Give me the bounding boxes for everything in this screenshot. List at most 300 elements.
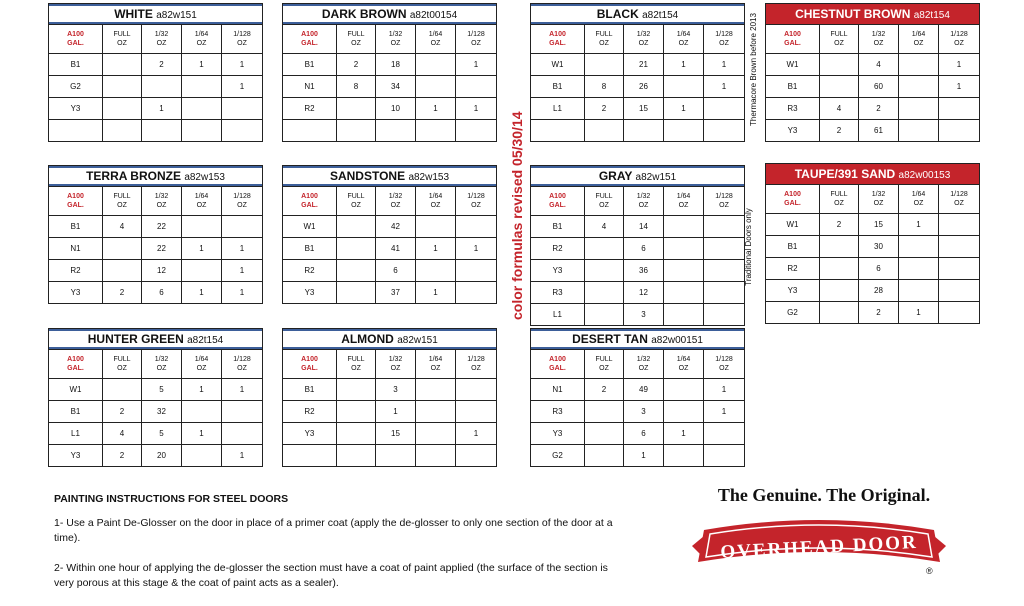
amount-cell — [585, 445, 624, 466]
amount-cell — [416, 445, 456, 466]
amount-cell: 1 — [416, 238, 456, 259]
amount-cell — [416, 54, 456, 75]
amount-cell — [585, 304, 624, 325]
amount-cell: 1 — [182, 238, 222, 259]
column-header: 1/64 OZ — [416, 350, 456, 378]
colorant-code: W1 — [766, 214, 820, 235]
amount-cell — [704, 423, 744, 444]
amount-cell — [337, 445, 376, 466]
amount-cell — [820, 258, 859, 279]
column-header: 1/32 OZ — [142, 350, 182, 378]
column-header: 1/32 OZ — [624, 187, 664, 215]
table-row — [49, 120, 262, 141]
table-title — [49, 329, 262, 350]
amount-cell: 22 — [142, 238, 182, 259]
table-row — [531, 76, 744, 98]
amount-cell — [222, 120, 262, 141]
amount-cell — [624, 120, 664, 141]
column-header: 1/32 OZ — [859, 185, 899, 213]
colorant-code: R3 — [531, 282, 585, 303]
column-header: FULL OZ — [337, 187, 376, 215]
amount-cell — [899, 280, 939, 301]
colorant-code: B1 — [766, 76, 820, 97]
color-code: a82t154 — [913, 10, 950, 21]
colorant-code: N1 — [283, 76, 337, 97]
amount-cell — [704, 304, 744, 325]
column-header: 1/128 OZ — [715, 31, 733, 47]
amount-cell: 3 — [624, 401, 664, 422]
table-title — [49, 166, 262, 187]
amount-cell — [820, 54, 859, 75]
color-code: a82w00153 — [898, 170, 951, 181]
table-row — [283, 76, 496, 98]
amount-cell: 28 — [859, 280, 899, 301]
formula-table-terra-bronze — [48, 165, 263, 304]
table-row — [283, 216, 496, 238]
amount-cell: 1 — [473, 60, 479, 69]
amount-cell — [664, 120, 704, 141]
column-header: A100 GAL. — [283, 25, 337, 53]
amount-cell: 49 — [624, 379, 664, 400]
column-header: 1/128 OZ — [950, 31, 968, 47]
amount-cell — [704, 282, 744, 303]
registered-mark: ® — [926, 566, 933, 576]
table-row — [531, 304, 744, 325]
table-row — [49, 423, 262, 445]
table-row — [531, 423, 744, 445]
color-name: DARK BROWN — [321, 7, 407, 21]
amount-cell — [182, 401, 222, 422]
colorant-code: N1 — [531, 379, 585, 400]
amount-cell: 1 — [956, 82, 962, 91]
amount-cell — [704, 445, 744, 466]
amount-cell — [820, 236, 859, 257]
amount-cell: 1 — [239, 451, 245, 460]
column-header: A100 GAL. — [766, 185, 820, 213]
colorant-code: B1 — [283, 379, 337, 400]
column-header: FULL OZ — [585, 187, 624, 215]
table-row — [283, 238, 496, 260]
column-headers — [283, 187, 496, 216]
amount-cell: 30 — [859, 236, 899, 257]
amount-cell: 8 — [337, 76, 376, 97]
column-header: 1/64 OZ — [182, 187, 222, 215]
column-header: FULL OZ — [103, 25, 142, 53]
painting-instructions — [54, 492, 614, 606]
column-header: FULL OZ — [103, 350, 142, 378]
colorant-code — [283, 445, 337, 466]
formula-table-white — [48, 3, 263, 142]
amount-cell — [664, 401, 704, 422]
amount-cell — [337, 98, 376, 119]
amount-cell — [376, 120, 416, 141]
column-header: A100 GAL. — [531, 350, 585, 378]
column-header: A100 GAL. — [49, 25, 103, 53]
colorant-code: R2 — [283, 401, 337, 422]
amount-cell — [103, 54, 142, 75]
amount-cell — [222, 98, 262, 119]
amount-cell: 6 — [624, 423, 664, 444]
table-title — [283, 4, 496, 25]
amount-cell: 2 — [103, 445, 142, 466]
amount-cell — [585, 120, 624, 141]
instruction-step-2: 2- Within one hour of applying the de-glosser the section must have a coat of paint applied (the surface of the section is very porous at this stage & the coat of paint acts as a sealer). — [54, 562, 608, 589]
amount-cell — [416, 216, 456, 237]
column-header: A100 GAL. — [49, 350, 103, 378]
amount-cell: 1 — [721, 385, 727, 394]
column-header: 1/64 OZ — [664, 187, 704, 215]
column-headers — [531, 25, 744, 54]
table-row — [283, 401, 496, 423]
color-name: ALMOND — [341, 332, 394, 346]
table-row — [49, 216, 262, 238]
amount-cell — [820, 280, 859, 301]
column-header: 1/64 OZ — [664, 25, 704, 53]
amount-cell: 4 — [103, 423, 142, 444]
amount-cell: 2 — [103, 282, 142, 303]
amount-cell — [337, 216, 376, 237]
amount-cell: 1 — [376, 401, 416, 422]
colorant-code: R3 — [531, 401, 585, 422]
colorant-code: W1 — [49, 379, 103, 400]
amount-cell: 1 — [239, 60, 245, 69]
column-header: 1/64 OZ — [899, 185, 939, 213]
table-row — [531, 282, 744, 304]
color-name: HUNTER GREEN — [87, 332, 184, 346]
colorant-code: R2 — [283, 98, 337, 119]
colorant-code: R2 — [49, 260, 103, 281]
amount-cell — [456, 401, 496, 422]
overhead-door-logo — [690, 512, 948, 578]
formula-table-sandstone — [282, 165, 497, 304]
amount-cell: 6 — [859, 258, 899, 279]
amount-cell: 1 — [721, 407, 727, 416]
colorant-code — [49, 120, 103, 141]
amount-cell: 1 — [956, 60, 962, 69]
colorant-code: G2 — [766, 302, 820, 323]
amount-cell: 3 — [624, 304, 664, 325]
amount-cell: 21 — [624, 54, 664, 75]
amount-cell — [416, 423, 456, 444]
amount-cell — [416, 379, 456, 400]
amount-cell — [222, 423, 262, 444]
column-header: A100 GAL. — [531, 25, 585, 53]
colorant-code: Y3 — [49, 98, 103, 119]
colorant-code: B1 — [49, 216, 103, 237]
column-header: 1/128 OZ — [233, 31, 251, 47]
amount-cell — [456, 76, 496, 97]
amount-cell: 34 — [376, 76, 416, 97]
colorant-code: N1 — [49, 238, 103, 259]
column-header: A100 GAL. — [531, 187, 585, 215]
amount-cell — [585, 423, 624, 444]
amount-cell — [939, 214, 979, 235]
amount-cell — [142, 76, 182, 97]
amount-cell — [456, 120, 496, 141]
amount-cell: 12 — [142, 260, 182, 281]
table-row — [283, 98, 496, 120]
amount-cell: 1 — [182, 282, 222, 303]
traditional-doors-note: Traditional Doors only — [744, 208, 753, 286]
formula-table-dark-brown — [282, 3, 497, 142]
table-row — [49, 98, 262, 120]
amount-cell — [585, 282, 624, 303]
colorant-code: Y3 — [766, 280, 820, 301]
column-headers — [49, 187, 262, 216]
table-row — [766, 214, 979, 236]
colorant-code: B1 — [283, 54, 337, 75]
amount-cell: 14 — [624, 216, 664, 237]
column-header: 1/32 OZ — [376, 25, 416, 53]
amount-cell — [664, 445, 704, 466]
table-row — [49, 282, 262, 303]
column-header: 1/32 OZ — [624, 25, 664, 53]
colorant-code: G2 — [531, 445, 585, 466]
amount-cell — [142, 120, 182, 141]
amount-cell — [456, 216, 496, 237]
colorant-code: B1 — [283, 238, 337, 259]
amount-cell: 1 — [473, 429, 479, 438]
amount-cell — [704, 216, 744, 237]
column-header: A100 GAL. — [766, 25, 820, 53]
column-headers — [531, 350, 744, 379]
amount-cell — [456, 379, 496, 400]
color-name: TERRA BRONZE — [86, 169, 181, 183]
instructions-heading: PAINTING INSTRUCTIONS FOR STEEL DOORS — [54, 493, 289, 505]
color-code: a82w00151 — [651, 335, 703, 346]
color-code: a82t154 — [642, 10, 679, 21]
amount-cell — [103, 238, 142, 259]
amount-cell — [664, 379, 704, 400]
amount-cell: 12 — [624, 282, 664, 303]
amount-cell: 1 — [239, 82, 245, 91]
colorant-code: Y3 — [49, 445, 103, 466]
color-code: a82w153 — [408, 172, 450, 183]
column-headers — [283, 25, 496, 54]
amount-cell: 1 — [899, 214, 939, 235]
amount-cell — [899, 236, 939, 257]
amount-cell: 1 — [721, 82, 727, 91]
table-row — [531, 401, 744, 423]
amount-cell: 4 — [820, 98, 859, 119]
amount-cell: 2 — [585, 98, 624, 119]
column-header: 1/128 OZ — [950, 191, 968, 207]
amount-cell — [820, 76, 859, 97]
colorant-code: R2 — [531, 238, 585, 259]
amount-cell: 2 — [820, 120, 859, 141]
amount-cell: 1 — [624, 445, 664, 466]
amount-cell — [939, 302, 979, 323]
amount-cell — [456, 260, 496, 281]
colorant-code: B1 — [49, 54, 103, 75]
column-header: FULL OZ — [820, 185, 859, 213]
colorant-code: B1 — [531, 216, 585, 237]
color-code: a82t00154 — [409, 10, 458, 21]
amount-cell: 6 — [142, 282, 182, 303]
amount-cell: 5 — [142, 379, 182, 400]
amount-cell — [376, 445, 416, 466]
amount-cell — [664, 76, 704, 97]
amount-cell: 1 — [664, 98, 704, 119]
amount-cell — [103, 260, 142, 281]
table-title — [531, 4, 744, 25]
column-headers — [531, 187, 744, 216]
amount-cell: 18 — [376, 54, 416, 75]
amount-cell — [704, 260, 744, 281]
amount-cell: 2 — [337, 54, 376, 75]
amount-cell: 1 — [239, 244, 245, 253]
table-row — [531, 238, 744, 260]
table-row — [283, 260, 496, 282]
formula-table-black — [530, 3, 745, 142]
column-header: 1/64 OZ — [182, 350, 222, 378]
amount-cell — [416, 260, 456, 281]
amount-cell: 4 — [859, 54, 899, 75]
color-name: SANDSTONE — [329, 169, 406, 183]
column-header: 1/64 OZ — [182, 25, 222, 53]
amount-cell: 20 — [142, 445, 182, 466]
color-code: a82t154 — [187, 335, 224, 346]
column-header: 1/128 OZ — [233, 356, 251, 372]
amount-cell — [337, 379, 376, 400]
amount-cell: 61 — [859, 120, 899, 141]
colorant-code: Y3 — [283, 282, 337, 303]
amount-cell: 36 — [624, 260, 664, 281]
colorant-code: Y3 — [531, 423, 585, 444]
amount-cell — [182, 98, 222, 119]
amount-cell — [222, 401, 262, 422]
colorant-code: R3 — [766, 98, 820, 119]
color-name: DESERT TAN — [572, 332, 648, 346]
amount-cell — [456, 282, 496, 303]
amount-cell — [337, 120, 376, 141]
table-row — [49, 445, 262, 466]
colorant-code: Y3 — [49, 282, 103, 303]
amount-cell — [337, 282, 376, 303]
amount-cell — [103, 120, 142, 141]
amount-cell — [416, 76, 456, 97]
amount-cell — [182, 120, 222, 141]
amount-cell — [664, 216, 704, 237]
color-name: CHESTNUT BROWN — [795, 7, 911, 21]
formula-table-chestnut-brown — [765, 3, 980, 142]
table-title — [531, 166, 744, 187]
column-headers — [49, 350, 262, 379]
amount-cell — [103, 379, 142, 400]
brand-tagline: The Genuine. The Original. — [717, 485, 931, 505]
table-row — [531, 260, 744, 282]
amount-cell: 2 — [142, 54, 182, 75]
amount-cell: 1 — [473, 244, 479, 253]
table-title — [283, 166, 496, 187]
colorant-code: B1 — [766, 236, 820, 257]
amount-cell — [416, 401, 456, 422]
table-row — [49, 379, 262, 401]
column-headers — [283, 350, 496, 379]
table-title — [49, 4, 262, 25]
colorant-code: B1 — [531, 76, 585, 97]
color-name: GRAY — [598, 169, 633, 183]
column-header: 1/32 OZ — [859, 25, 899, 53]
amount-cell — [899, 54, 939, 75]
table-row — [283, 120, 496, 141]
column-header: 1/32 OZ — [142, 25, 182, 53]
formula-table-desert-tan — [530, 328, 745, 467]
column-header: FULL OZ — [585, 350, 624, 378]
column-header: FULL OZ — [585, 25, 624, 53]
column-header: 1/64 OZ — [416, 25, 456, 53]
table-row — [766, 302, 979, 323]
amount-cell — [899, 98, 939, 119]
column-header: FULL OZ — [103, 187, 142, 215]
table-title — [766, 164, 979, 185]
colorant-code: R2 — [766, 258, 820, 279]
table-row — [531, 98, 744, 120]
column-header: 1/32 OZ — [376, 350, 416, 378]
table-row — [531, 120, 744, 141]
colorant-code: Y3 — [531, 260, 585, 281]
amount-cell: 15 — [376, 423, 416, 444]
amount-cell: 1 — [239, 266, 245, 275]
colorant-code: G2 — [49, 76, 103, 97]
colorant-code — [283, 120, 337, 141]
column-header: 1/128 OZ — [467, 356, 485, 372]
amount-cell — [899, 76, 939, 97]
revision-note: color formulas revised 05/30/14 — [509, 111, 525, 320]
amount-cell: 1 — [182, 379, 222, 400]
column-header: 1/128 OZ — [715, 193, 733, 209]
colorant-code: W1 — [531, 54, 585, 75]
table-row — [283, 379, 496, 401]
amount-cell: 1 — [664, 423, 704, 444]
column-header: FULL OZ — [337, 25, 376, 53]
colorant-code: W1 — [766, 54, 820, 75]
colorant-code: L1 — [531, 304, 585, 325]
table-row — [283, 423, 496, 445]
amount-cell — [939, 280, 979, 301]
colorant-code: Y3 — [283, 423, 337, 444]
color-code: a82w153 — [184, 172, 225, 183]
amount-cell: 5 — [142, 423, 182, 444]
color-code: a82w151 — [635, 172, 677, 183]
amount-cell: 2 — [585, 379, 624, 400]
amount-cell: 1 — [182, 54, 222, 75]
colorant-code: L1 — [49, 423, 103, 444]
amount-cell — [820, 302, 859, 323]
table-row — [49, 401, 262, 423]
amount-cell: 10 — [376, 98, 416, 119]
amount-cell — [182, 260, 222, 281]
amount-cell: 42 — [376, 216, 416, 237]
amount-cell — [337, 260, 376, 281]
amount-cell: 15 — [859, 214, 899, 235]
column-header: 1/32 OZ — [376, 187, 416, 215]
table-row — [766, 76, 979, 98]
amount-cell — [456, 445, 496, 466]
amount-cell: 15 — [624, 98, 664, 119]
formula-table-hunter-green — [48, 328, 263, 467]
table-row — [766, 280, 979, 302]
amount-cell — [222, 216, 262, 237]
table-row — [766, 236, 979, 258]
amount-cell — [337, 238, 376, 259]
amount-cell: 3 — [376, 379, 416, 400]
amount-cell: 1 — [239, 385, 245, 394]
colorant-code: W1 — [283, 216, 337, 237]
table-row — [531, 54, 744, 76]
table-row — [283, 282, 496, 303]
amount-cell — [182, 76, 222, 97]
